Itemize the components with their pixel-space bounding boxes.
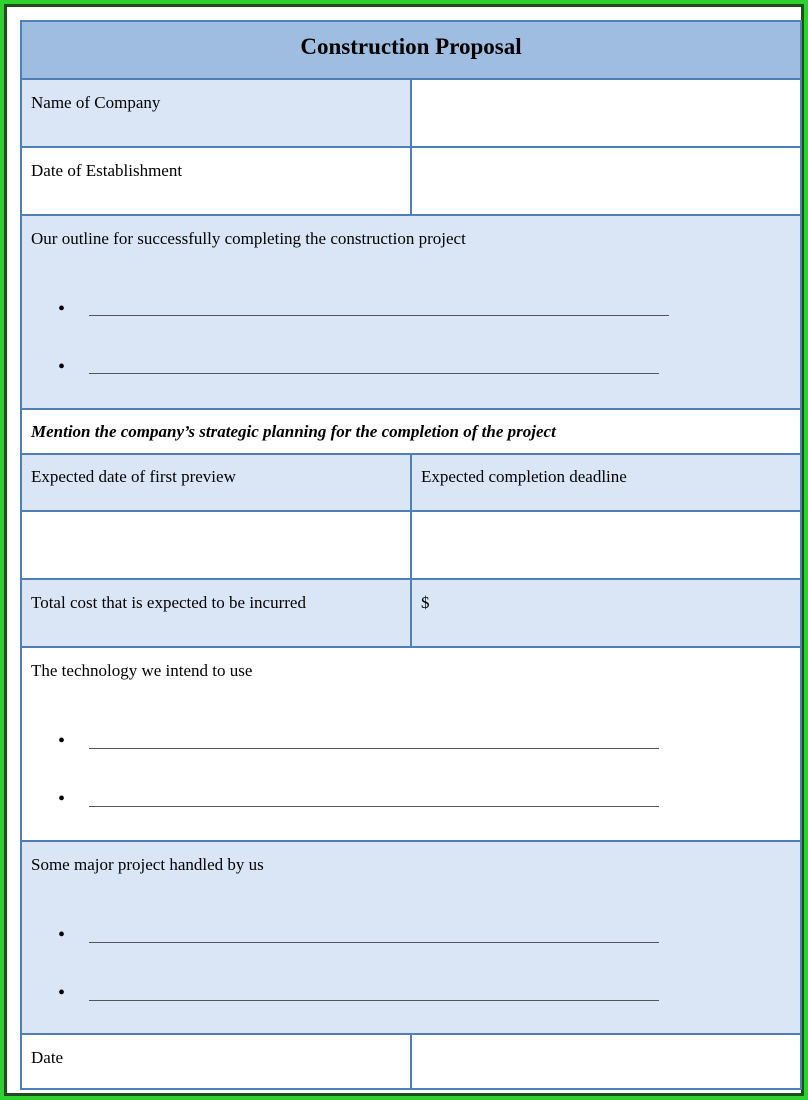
major-projects-line-2[interactable]	[89, 1000, 659, 1001]
technology-row	[22, 648, 800, 842]
first-preview-input[interactable]	[22, 512, 412, 578]
completion-deadline-header-cell	[412, 455, 800, 510]
total-cost-label: Total cost that is expected to be incurred	[31, 593, 306, 612]
technology-line-2[interactable]	[89, 806, 659, 807]
technology-bullet-1: •	[58, 730, 66, 752]
technology-label: The technology we intend to use	[31, 661, 253, 680]
outline-line-1[interactable]	[89, 315, 669, 316]
total-cost-row	[22, 580, 800, 648]
total-cost-input[interactable]	[412, 580, 800, 646]
dates-input-row	[22, 512, 800, 580]
outline-row	[22, 216, 800, 410]
title-row	[22, 22, 800, 80]
completion-deadline-label: Expected completion deadline	[421, 467, 627, 486]
major-projects-line-1[interactable]	[89, 942, 659, 943]
technology-bullet-2: •	[58, 788, 66, 810]
date-established-label-cell	[22, 148, 412, 214]
first-preview-label: Expected date of first preview	[31, 467, 236, 486]
completion-deadline-input[interactable]	[412, 512, 800, 578]
technology-line-1[interactable]	[89, 748, 659, 749]
outline-line-2[interactable]	[89, 373, 659, 374]
strategic-row	[22, 410, 800, 455]
major-projects-bullet-2: •	[58, 982, 66, 1004]
strategic-label: Mention the company’s strategic planning for the completion of the project	[31, 422, 556, 441]
currency-symbol: $	[421, 593, 430, 612]
inner-border	[4, 4, 804, 1096]
date-label: Date	[31, 1048, 64, 1067]
date-row	[22, 1035, 800, 1088]
major-projects-bullet-1: •	[58, 924, 66, 946]
proposal-form	[20, 20, 802, 1090]
date-established-input[interactable]	[412, 148, 800, 214]
total-cost-label-cell	[22, 580, 412, 646]
date-input[interactable]	[412, 1035, 800, 1088]
company-name-label-cell	[22, 80, 412, 146]
page-title: Construction Proposal	[300, 34, 522, 59]
date-label-cell	[22, 1035, 412, 1088]
company-name-input[interactable]	[412, 80, 800, 146]
major-projects-row	[22, 842, 800, 1035]
company-name-row	[22, 80, 800, 148]
dates-header-row	[22, 455, 800, 512]
first-preview-header-cell	[22, 455, 412, 510]
outline-bullet-1: •	[58, 298, 66, 320]
company-name-label: Name of Company	[31, 93, 161, 112]
major-projects-label: Some major project handled by us	[31, 855, 264, 874]
date-established-label: Date of Establishment	[31, 161, 183, 180]
date-established-row	[22, 148, 800, 216]
outline-bullet-2: •	[58, 356, 66, 378]
outline-label: Our outline for successfully completing the construction project	[31, 229, 466, 248]
